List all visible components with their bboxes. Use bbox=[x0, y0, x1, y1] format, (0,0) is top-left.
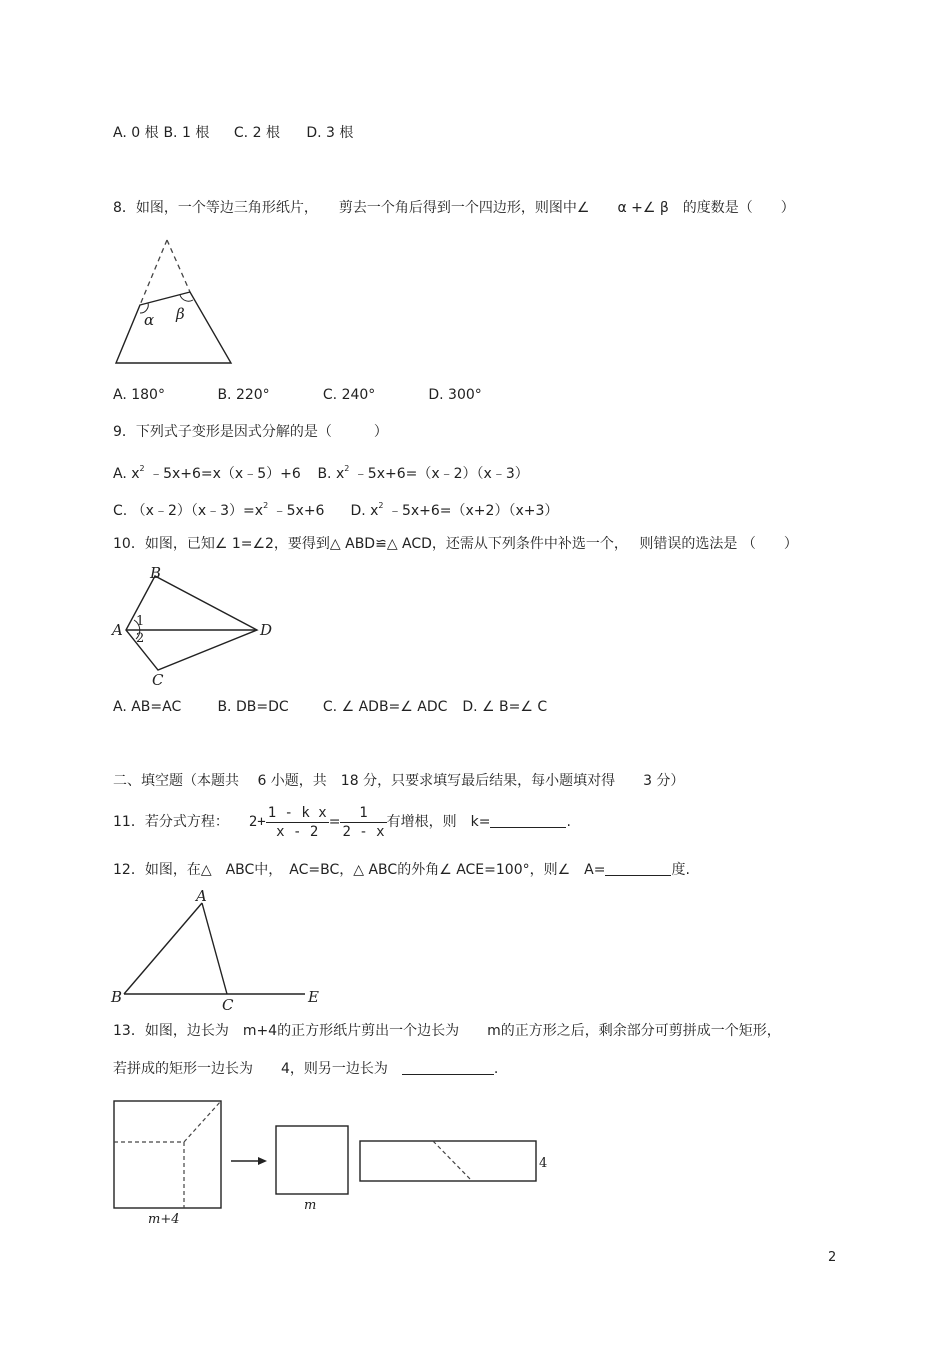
q9-options-row1 bbox=[113, 459, 529, 484]
q11-question: 11．若分式方程： 2+ $\frac{\text{1 - k x}}{x - 2}$ = $\frac{1}{2 - x}$ 有增根，则 k= . bbox=[113, 804, 571, 840]
q10-options bbox=[113, 697, 547, 717]
section-2-heading: 二、填空题（本题共 6 小题，共 18 分，只要求填写最后结果，每小题填对得 3 分） bbox=[113, 773, 685, 789]
q8-figure bbox=[110, 235, 240, 370]
q13-question-line1: 13．如图，边长为 m+4的正方形纸片剪出一个边长为 m的正方形之后，剩余部分可剪拼成一个矩形， bbox=[113, 1023, 781, 1039]
q13-label-big-side: m+4 bbox=[148, 1212, 180, 1227]
q7-option-c: C. 2 根 bbox=[233, 125, 280, 141]
q8-option-d: D. 300° bbox=[428, 387, 482, 403]
q10-label-2: 2 bbox=[136, 631, 145, 646]
q12-label-b: B bbox=[111, 988, 123, 1006]
q9-option-a: A. $x^2$ ﹣5x+6=x（x﹣5）+6 bbox=[113, 464, 301, 482]
q8-option-b: B. 220° bbox=[217, 387, 270, 403]
q13-label-small-side: m bbox=[304, 1198, 317, 1213]
q11-answer-blank[interactable] bbox=[490, 813, 566, 828]
q10-label-1: 1 bbox=[136, 614, 145, 629]
q10-question: 10．如图，已知∠ 1=∠2，要得到△ ABD≌△ ACD，还需从下列条件中补选一个， 则错误的选法是 （ ） bbox=[113, 536, 798, 552]
q12-answer-blank[interactable] bbox=[605, 861, 671, 876]
q7-option-b: B. 1 根 bbox=[163, 125, 210, 141]
q11-fraction-2: $\frac{1}{2 - x}$ bbox=[342, 804, 385, 840]
q12-label-a: A bbox=[196, 887, 207, 905]
q10-label-d: D bbox=[260, 621, 273, 639]
q10-option-c: C. ∠ ADB=∠ ADC bbox=[322, 699, 448, 715]
q8-alpha-label: α bbox=[144, 311, 155, 329]
q9-option-c: C. $(x﹣2)(x﹣3)=x^2$ ﹣5x+6 bbox=[113, 501, 325, 519]
q10-label-b: B bbox=[150, 564, 162, 582]
q7-options bbox=[113, 123, 353, 143]
q12-label-e: E bbox=[308, 988, 319, 1006]
q11-two-plus: 2+ bbox=[248, 814, 266, 830]
q7-option-d: D. 3 根 bbox=[306, 125, 354, 141]
q10-label-a: A bbox=[112, 621, 123, 639]
q8-options bbox=[113, 385, 482, 405]
page-number: 2 bbox=[828, 1250, 837, 1265]
q9-question: 9．下列式子变形是因式分解的是（ ） bbox=[113, 424, 388, 440]
q7-option-a: A. 0 根 bbox=[113, 125, 159, 141]
q8-option-c: C. 240° bbox=[322, 387, 376, 403]
q9-option-d: D. $x^2$ ﹣5x+6=（x+2）（x+3） bbox=[350, 501, 559, 519]
q10-label-c: C bbox=[152, 671, 164, 689]
q12-question: 12．如图，在△ ABC中， AC=BC，△ ABC的外角∠ ACE=100°，则∠ A= 度. bbox=[113, 862, 690, 878]
q13-answer-blank[interactable] bbox=[402, 1060, 494, 1075]
q13-figure bbox=[110, 1095, 560, 1230]
q12-label-c: C bbox=[222, 996, 234, 1014]
q10-option-a: A. AB=AC bbox=[113, 699, 182, 715]
q8-beta-label: β bbox=[176, 305, 185, 323]
q9-options-row2 bbox=[113, 496, 558, 521]
q13-question-line2: 若拼成的矩形一边长为 4，则另一边长为 . bbox=[113, 1061, 499, 1077]
q10-figure bbox=[110, 563, 280, 688]
q11-fraction-1: $\frac{\text{1 - k x}}{x - 2}$ bbox=[267, 804, 327, 840]
q9-option-b: B. $x^2$ ﹣5x+6=（x﹣2）（x﹣3） bbox=[317, 464, 529, 482]
q12-figure bbox=[110, 888, 330, 1013]
q8-option-a: A. 180° bbox=[113, 387, 165, 403]
q13-label-rect-side: 4 bbox=[539, 1156, 548, 1171]
q8-question: 8．如图，一个等边三角形纸片， 剪去一个角后得到一个四边形，则图中∠ α +∠ β 的度数是（ ） bbox=[113, 200, 795, 216]
q10-option-b: B. DB=DC bbox=[217, 699, 289, 715]
q10-option-d: D. ∠ B=∠ C bbox=[462, 699, 548, 715]
